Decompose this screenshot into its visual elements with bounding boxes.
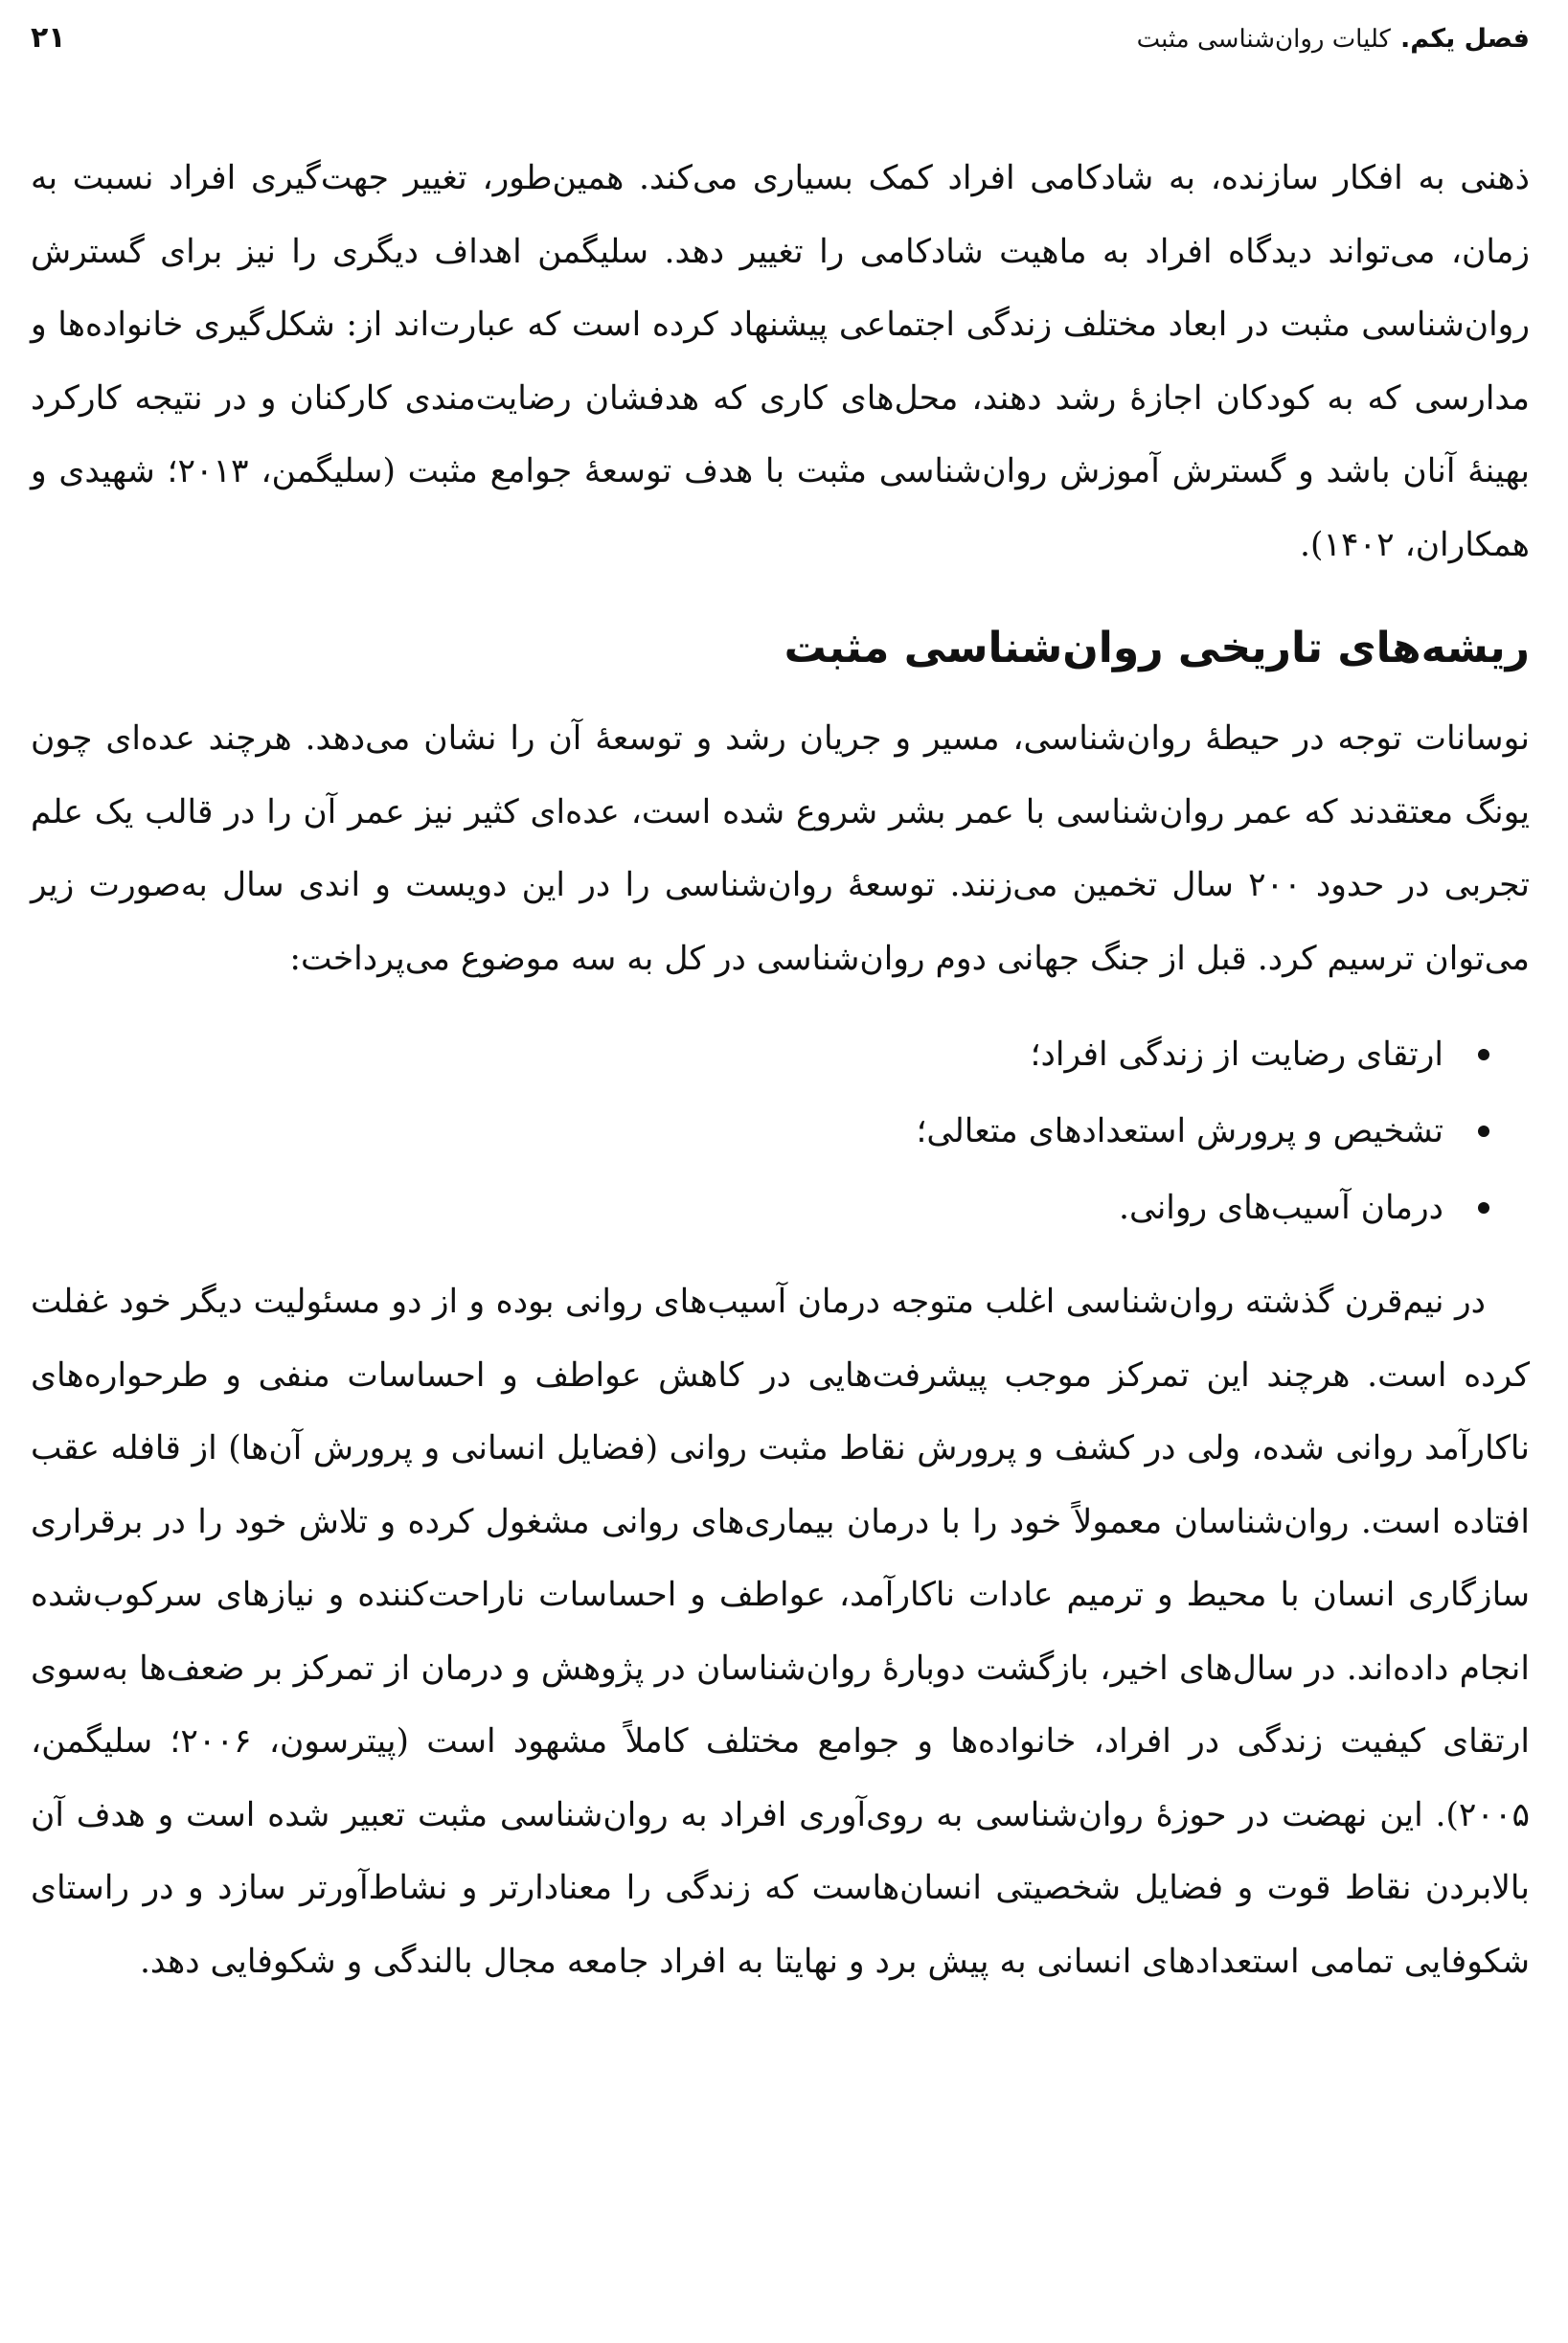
list-item-text: تشخیص و پرورش استعدادهای متعالی؛ bbox=[916, 1112, 1443, 1150]
list-item bbox=[31, 1093, 1489, 1170]
list-item-text: درمان آسیب‌های روانی. bbox=[1118, 1189, 1443, 1227]
body-text bbox=[31, 142, 1530, 1998]
paragraph-2: نوسانات توجه در حیطهٔ روان‌شناسی، مسیر و جریان رشد و توسعهٔ آن را نشان می‌دهد. هرچند عده‌ای چون یونگ معتقدند که عمر روان‌شناسی با عمر بشر شروع شده است، عده‌ای کثیر نیز عمر آن را در قالب یک علم تجربی در حدود ۲۰۰ سال تخمین می‌زنند. توسعهٔ روان‌شناسی را در این دویست و اندی سال به‌صورت زیر می‌توان ترسیم کرد. قبل از جنگ جهانی دوم روان‌شناسی در کل به سه موضوع می‌پرداخت: bbox=[31, 719, 1531, 978]
bullet-list bbox=[31, 1016, 1530, 1246]
bullet-icon bbox=[1478, 1126, 1489, 1137]
section-heading: ریشه‌های تاریخی روان‌شناسی مثبت bbox=[784, 624, 1530, 672]
list-item bbox=[31, 1170, 1489, 1246]
bullet-icon bbox=[1478, 1049, 1489, 1060]
bullet-icon bbox=[1478, 1202, 1489, 1214]
chapter-title: کلیات روان‌شناسی مثبت bbox=[1136, 25, 1391, 54]
list-item-text: ارتقای رضایت از زندگی افراد؛ bbox=[1030, 1035, 1443, 1074]
paragraph-1: ذهنی به افکار سازنده، به شادکامی افراد کمک بسیاری می‌کند. همین‌طور، تغییر جهت‌گیری افراد نسبت به زمان، می‌تواند دیدگاه افراد به ماهیت شادکامی را تغییر دهد. سلیگمن اهداف دیگری را نیز برای گسترش روان‌شناسی مثبت در ابعاد مختلف زندگی اجتماعی پیشنهاد کرده است که عبارت‌اند از: شکل‌گیری خانواده‌ها و مدارسی که به کودکان اجازهٔ رشد دهند، محل‌های کاری که هدفشان رضایت‌مندی کارکنان و در نتیجه کارکرد بهینهٔ آنان باشد و گسترش آموزش روان‌شناسی مثبت با هدف توسعهٔ جوامع مثبت (سلیگمن، ۲۰۱۳؛ شهیدی و همکاران، ۱۴۰۲). bbox=[31, 159, 1530, 564]
page-number: ۲۱ bbox=[31, 21, 66, 55]
chapter-label: فصل یکم. bbox=[1399, 24, 1530, 54]
list-item bbox=[31, 1016, 1489, 1093]
paragraph-3: در نیم‌قرن گذشته روان‌شناسی اغلب متوجه درمان آسیب‌های روانی بوده و از دو مسئولیت دیگر خود غفلت کرده است. هرچند این تمرکز موجب پیشرفت‌هایی در کاهش عواطف و احساسات منفی و طرحواره‌های ناکارآمد روانی شده، ولی در کشف و پرورش نقاط مثبت روانی (فضایل انسانی و پرورش آن‌ها) از قافله عقب افتاده است. روان‌شناسان معمولاً خود را با درمان بیماری‌های روانی مشغول کرده و تلاش خود را در برقراری سازگاری انسان با محیط و ترمیم عادات ناکارآمد، عواطف و احساسات ناراحت‌کننده و نیازهای سرکوب‌شده انجام داده‌اند. در سال‌های اخیر، بازگشت دوبارهٔ روان‌شناسان در پژوهش و درمان از تمرکز بر ضعف‌ها به‌سوی ارتقای کیفیت زندگی در افراد، خانواده‌ها و جوامع مختلف کاملاً مشهود است (پیترسون، ۲۰۰۶؛ سلیگمن، ۲۰۰۵). این نهضت در حوزهٔ روان‌شناسی به روی‌آوری افراد به روان‌شناسی مثبت تعبیر شده است و هدف آن بالابردن نقاط قوت و فضایل شخصیتی انسان‌هاست که زندگی را معنادارتر و نشاط‌آورتر سازد و در راستای شکوفایی تمامی استعدادهای انسانی به پیش برد و نهایتا به افراد جامعه مجال بالندگی و شکوفایی دهد. bbox=[31, 1283, 1530, 1981]
running-head bbox=[31, 21, 1530, 79]
